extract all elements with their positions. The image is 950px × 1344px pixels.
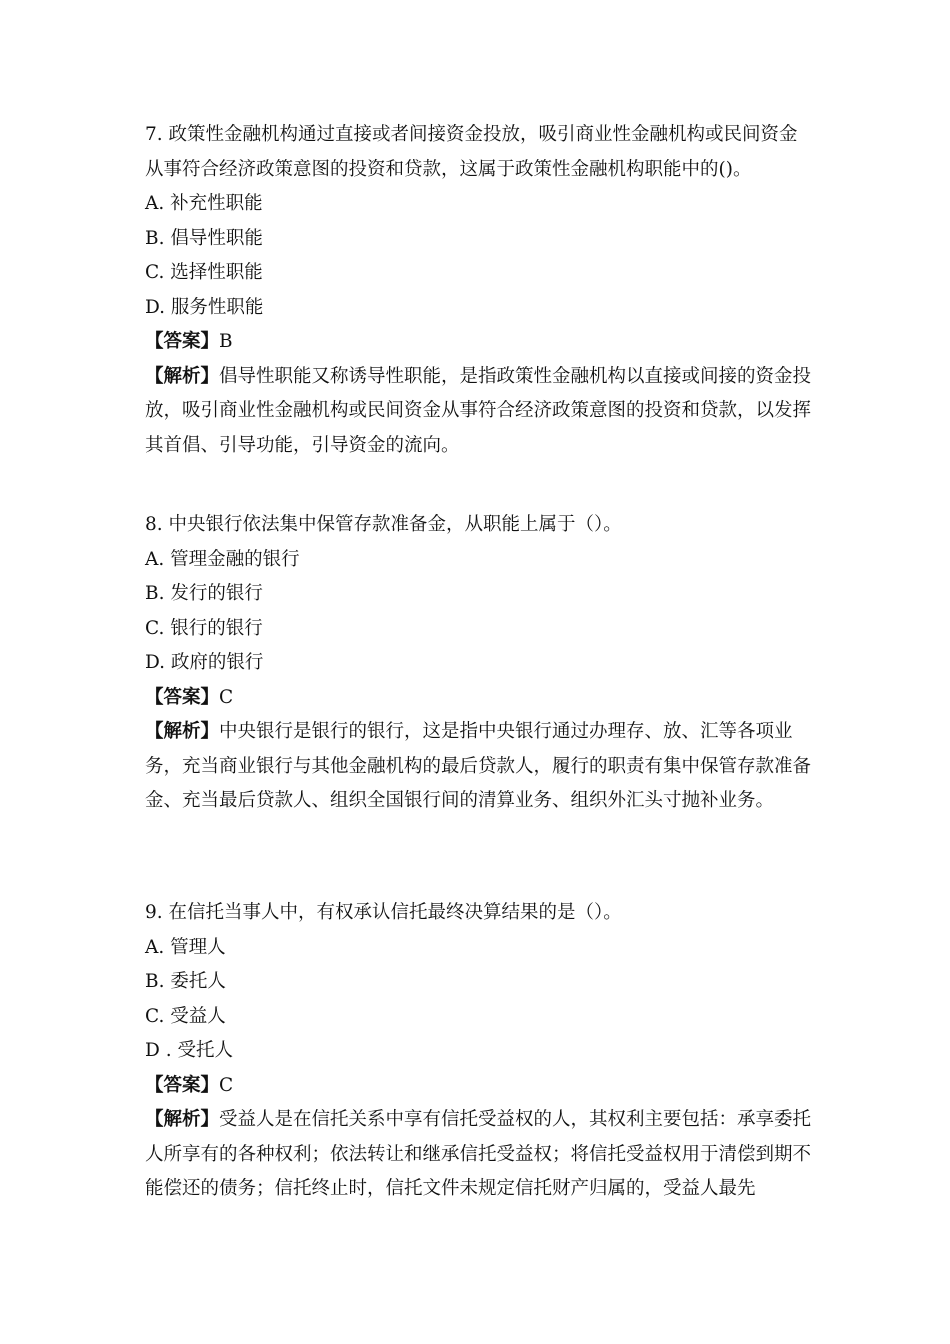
option-b: B. 委托人: [145, 971, 226, 992]
explanation: [145, 1103, 815, 1207]
question-8: [145, 508, 815, 819]
option-c: C. 银行的银行: [145, 617, 263, 639]
explanation-text: 受益人是在信托关系中享有信托受益权的人，其权利主要包括：承享委托人所享有的各种权利；依法转让和继承信托受益权；将信托受益权用于清偿到期不能偿还的债务；信托终止时，信托文件未规定信托财产归属的，受益人最先: [145, 1109, 812, 1199]
option-d: D . 受托人: [145, 1040, 233, 1061]
explanation-label: 【解析】: [145, 365, 220, 387]
answer-line: [145, 325, 815, 360]
option-a: A. 管理金融的银行: [145, 548, 300, 570]
question-9: [145, 896, 815, 1207]
answer-value: B: [219, 331, 233, 352]
explanation-text: 倡导性职能又称诱导性职能，是指政策性金融机构以直接或间接的资金投放，吸引商业性金融机构或民间资金从事符合经济政策意图的投资和贷款，以发挥其首倡、引导功能，引导资金的流向。: [145, 365, 812, 456]
question-stem: 8. 中央银行依法集中保管存款准备金，从职能上属于（）。: [145, 514, 622, 535]
option-c: C. 选择性职能: [145, 262, 263, 283]
option-b: B. 倡导性职能: [145, 227, 263, 249]
question-stem: 9. 在信托当事人中，有权承认信托最终决算结果的是（）。: [145, 902, 622, 923]
question-7: [145, 118, 815, 463]
explanation-text: 中央银行是银行的银行，这是指中央银行通过办理存、放、汇等各项业务，充当商业银行与其他金融机构的最后贷款人，履行的职责有集中保管存款准备金、充当最后贷款人、组织全国银行间的清算业务、组织外汇头寸抛补业务。: [145, 721, 812, 811]
answer-label: 【答案】: [145, 331, 220, 352]
option-d: D. 服务性职能: [145, 296, 264, 318]
answer-value: C: [219, 1074, 234, 1096]
answer-line: [145, 681, 815, 716]
option-a: A. 补充性职能: [145, 193, 263, 214]
explanation: [145, 715, 815, 819]
answer-label: 【答案】: [145, 686, 220, 708]
answer-value: C: [219, 686, 234, 708]
option-b: B. 发行的银行: [145, 583, 263, 604]
option-c: C. 受益人: [145, 1005, 226, 1027]
explanation-label: 【解析】: [145, 1109, 220, 1130]
option-a: A. 管理人: [145, 936, 226, 958]
question-stem: 7. 政策性金融机构通过直接或者间接资金投放，吸引商业性金融机构或民间资金从事符合经济政策意图的投资和贷款，这属于政策性金融机构职能中的()。: [145, 124, 798, 180]
explanation-label: 【解析】: [145, 721, 220, 742]
answer-line: [145, 1069, 815, 1104]
explanation: [145, 360, 815, 464]
answer-label: 【答案】: [145, 1074, 220, 1096]
option-d: D. 政府的银行: [145, 652, 264, 673]
